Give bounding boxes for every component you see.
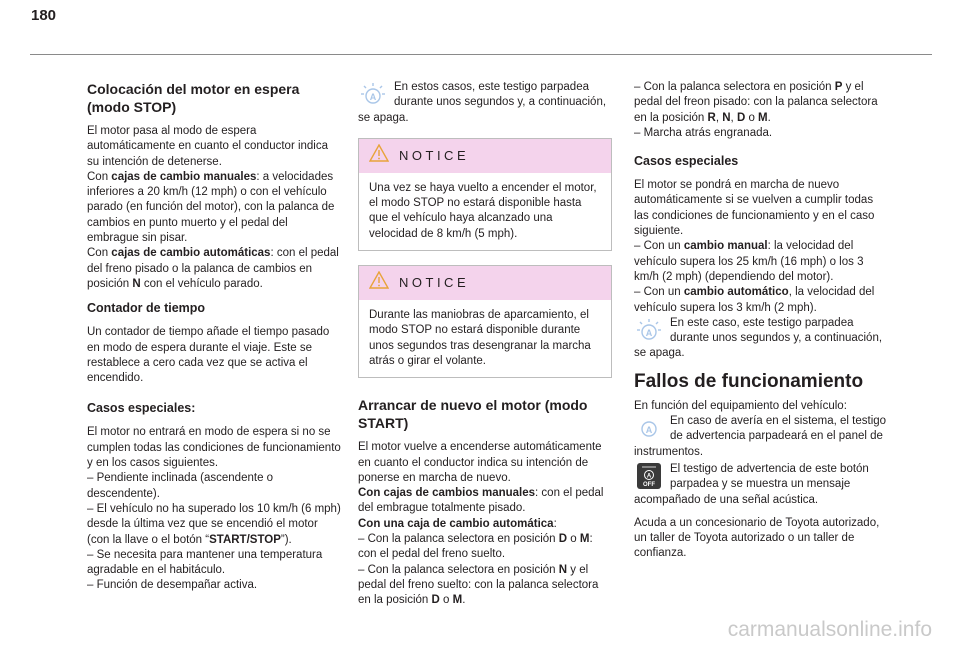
notice-header — [359, 139, 611, 173]
fault-end: Acuda a un concesionario de Toyota autorizado, un taller de Toyota autorizado o un taller de confianza. — [634, 516, 880, 560]
list-item: – Pendiente inclinada (ascendente o descendente). — [87, 472, 274, 500]
svg-text:A: A — [646, 473, 652, 480]
special-intro: El motor se pondrá en marcha de nuevo automáticamente si se vuelven a cumplir todas las condiciones de funcionamiento y en el caso siguiente. — [634, 179, 875, 238]
notice-header — [359, 266, 611, 300]
list-item: – Marcha atrás engranada. — [634, 126, 773, 139]
svg-text:A: A — [645, 425, 653, 436]
notice-body: Una vez se haya vuelto a encender el motor, el modo STOP no estará disponible hasta que el vehículo haya alcanzado una velocidad de 8 km/h (5 mph). — [369, 181, 597, 240]
restart-intro: El motor vuelve a encenderse automáticamente en cuanto el conductor indica su intención de ponerse en marcha de nuevo. — [358, 441, 602, 484]
standby-auto: Con cajas de cambio automáticas: con el pedal del freno pisado o la palanca de cambios en posición N con el vehículo parado. — [87, 247, 339, 290]
lamp-text: En estos casos, este testigo parpadea durante unos segundos y, a continuación, se apaga. — [358, 81, 607, 124]
lamp-paragraph — [358, 80, 612, 126]
heading-special-cases: Casos especiales: — [87, 401, 196, 416]
standby-intro: El motor pasa al modo de espera automáticamente en cuanto el conductor indica su intención de detenerse. — [87, 125, 329, 168]
auto-stop-lamp-icon — [634, 316, 664, 344]
warning-triangle-icon — [369, 144, 389, 167]
column-2 — [358, 80, 612, 617]
lamp-paragraph — [634, 316, 888, 362]
stop-start-off-button-icon — [634, 462, 664, 490]
restart-manual: Con cajas de cambios manuales: con el pedal del embrague totalmente pisado. — [358, 487, 604, 515]
heading-restart: Arrancar de nuevo el motor (modo START) — [358, 397, 588, 432]
column-3 — [634, 80, 888, 570]
notice-body: Durante las maniobras de aparcamiento, el modo STOP no estará disponible durante unos segundos tras desengranar la marcha atrás o girar el volante. — [369, 309, 591, 367]
restart-paragraph — [358, 440, 612, 608]
fault-lamp-paragraph — [634, 414, 888, 460]
svg-text:A: A — [645, 327, 653, 338]
column-1 — [87, 80, 341, 602]
list-item: – Con un cambio manual: la velocidad del vehículo supera los 25 km/h (16 mph) o los 3 km/h (2 mph) (dependiendo del motor). — [634, 240, 864, 283]
heading-counter: Contador de tiempo — [87, 301, 206, 316]
fault-button-paragraph — [634, 462, 888, 508]
counter-paragraph: Un contador de tiempo añade el tiempo pasado en modo de espera durante el viaje. Este se restablece a cero cada vez que se activa el encendido. — [87, 326, 330, 385]
page-number: 180 — [31, 7, 57, 24]
watermark: carmanualsonline.info — [727, 618, 932, 641]
special-restart-paragraph — [634, 178, 888, 316]
list-item: – El vehículo no ha superado los 10 km/h (6 mph) desde la última vez que se encendió el motor (con la llave o el botón “START/STOP”). — [87, 502, 341, 546]
special-intro: El motor no entrará en modo de espera si no se cumplen todas las condiciones de funcionamiento y en los casos siguientes. — [87, 426, 341, 470]
notice-title: NOTICE — [399, 275, 470, 291]
list-item: – Con la palanca selectora en posición N y el pedal del freno suelto: con la palanca selectora en la posición D o M. — [358, 563, 599, 607]
heading-special-cases-restart: Casos especiales — [634, 154, 739, 169]
fault-intro: En función del equipamiento del vehículo: — [634, 399, 847, 412]
auto-stop-lamp-icon — [358, 80, 388, 108]
fault-button-text: El testigo de advertencia de este botón parpadea y se muestra un mensaje acompañado de una señal acústica. — [634, 462, 869, 506]
svg-text:A: A — [369, 92, 377, 102]
notice-box-1 — [358, 138, 612, 251]
standby-manual: Con cajas de cambio manuales: a velocidades inferiores a 20 km/h (12 mph) o con el vehículo parado (en función del motor), con la palanca de cambios en punto muerto y el pedal del embrague sin pisar. — [87, 170, 335, 245]
list-item: – Con un cambio automático, la velocidad del vehículo supera los 3 km/h (2 mph). — [634, 286, 875, 314]
warning-triangle-icon — [369, 271, 389, 294]
heading-standby: Colocación del motor en espera (modo STOP) — [87, 81, 300, 115]
notice-title: NOTICE — [399, 148, 470, 164]
fault-lamp-icon — [634, 414, 664, 442]
heading-faults: Fallos de funcionamiento — [634, 370, 864, 392]
fault-lamp-text: En caso de avería en el sistema, el testigo de advertencia parpadeará en el panel de instrumentos. — [634, 415, 887, 458]
restart-continued — [634, 80, 888, 141]
header-rule — [30, 54, 932, 55]
special-cases-paragraph — [87, 425, 341, 593]
list-item: – Se necesita para mantener una temperatura agradable en el habitáculo. — [87, 548, 323, 577]
off-label: OFF — [643, 481, 655, 488]
list-item: – Función de desempañar activa. — [87, 579, 258, 592]
list-item: – Con la palanca selectora en posición D o M: con el pedal del freno suelto. — [358, 533, 593, 561]
restart-auto: Con una caja de cambio automática: — [358, 517, 557, 530]
list-item: – Con la palanca selectora en posición P y el pedal del freon pisado: con la palanca selectora en la posición R, N, D o M. — [634, 81, 878, 124]
notice-box-2 — [358, 265, 612, 378]
lamp-text: En este caso, este testigo parpadea durante unos segundos y, a continuación, se apaga. — [634, 316, 883, 360]
standby-paragraph — [87, 124, 341, 292]
